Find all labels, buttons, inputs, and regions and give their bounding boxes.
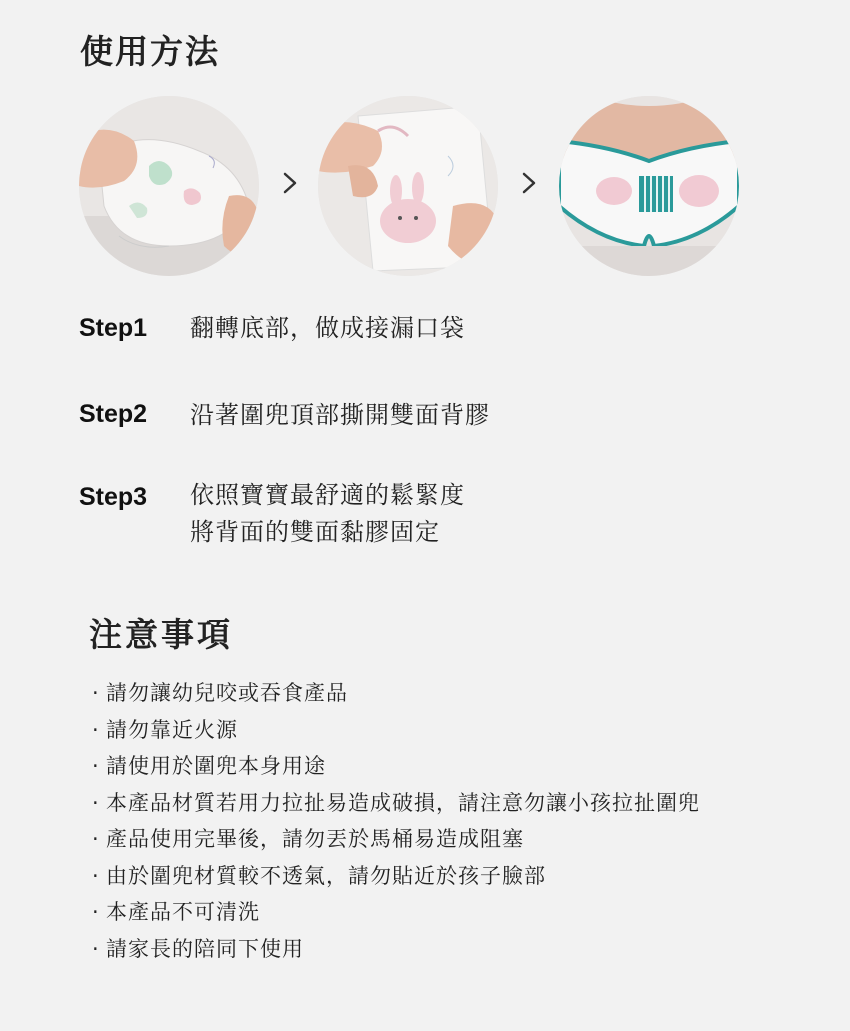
list-item: · 請使用於圍兜本身用途 (92, 754, 326, 778)
notice-title: 注意事項 (89, 615, 233, 654)
list-item: · 由於圍兜材質較不透氣，請勿貼近於孩子臉部 (92, 863, 546, 888)
step3-photo (559, 96, 739, 276)
list-item: · 請家長的陪同下使用 (92, 936, 304, 961)
step3-text: 依照寶寶最舒適的鬆緊度 將背面的雙面黏膠固定 (190, 481, 465, 546)
step3-label: Step3 (79, 483, 148, 511)
list-item: · 請勿靠近火源 (92, 717, 238, 742)
list-item: · 本產品不可清洗 (92, 900, 260, 924)
usage-title: 使用方法 (80, 32, 220, 71)
notice-list (92, 675, 700, 967)
step1-text: 翻轉底部，做成接漏口袋 (190, 314, 465, 342)
step2-photo (318, 96, 498, 276)
list-item: · 產品使用完畢後，請勿丟於馬桶易造成阻塞 (92, 827, 524, 851)
list-item: · 請勿讓幼兒咬或吞食產品 (92, 681, 348, 705)
step1-photo (79, 96, 259, 276)
step1-label: Step1 (79, 314, 148, 342)
step2-text: 沿著圍兜頂部撕開雙面背膠 (190, 401, 490, 429)
list-item: · 本產品材質若用力拉扯易造成破損，請注意勿讓小孩拉扯圍兜 (92, 790, 700, 815)
chevron-right-icon (518, 168, 540, 198)
chevron-right-icon (279, 168, 301, 198)
step2-label: Step2 (79, 400, 148, 428)
